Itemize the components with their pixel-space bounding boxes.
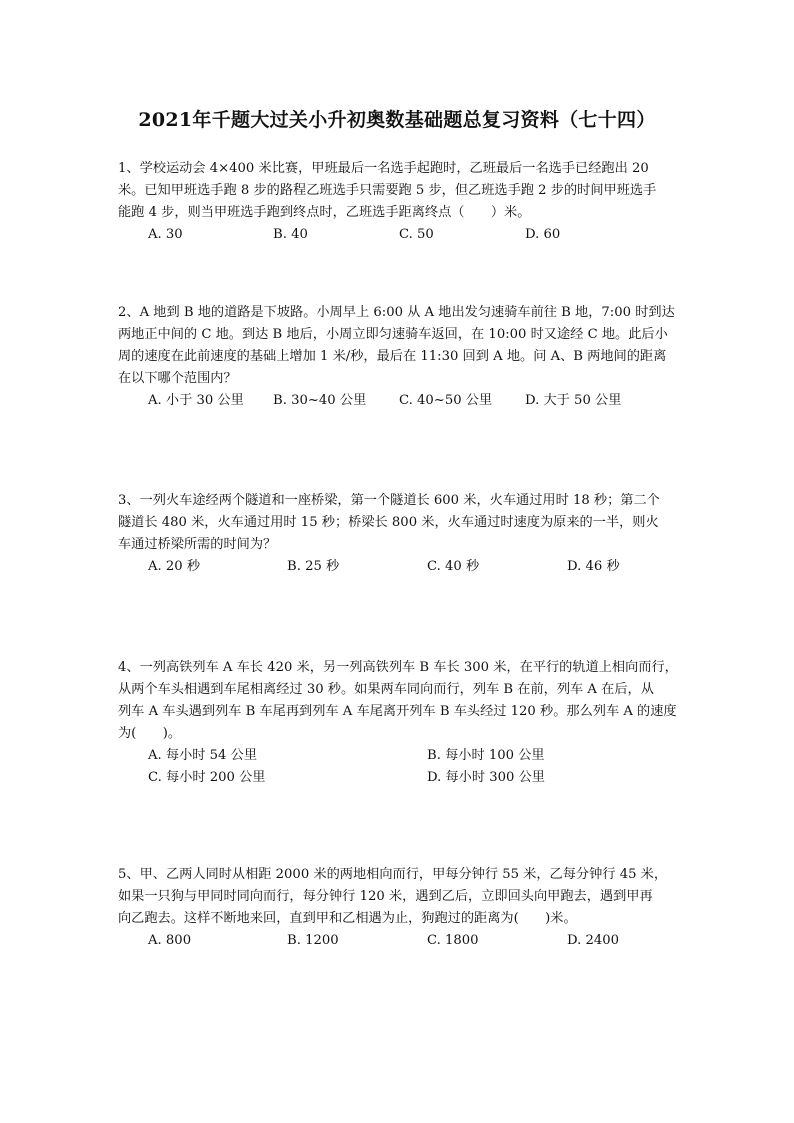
option-d: D. 46 秒 (567, 559, 620, 574)
question-line: 能跑 4 步，则当甲班选手跑到终点时，乙班选手距离终点（ ）米。 (118, 205, 531, 220)
question-line: 向乙跑去。这样不断地来回，直到甲和乙相遇为止，狗跑过的距离为( )米。 (118, 911, 577, 926)
options-row (118, 767, 688, 789)
option-b: B. 25 秒 (287, 559, 340, 574)
option-b: B. 每小时 100 公里 (427, 748, 545, 763)
option-b: B. 40 (273, 227, 308, 242)
question-1 (118, 158, 688, 246)
option-c: C. 1800 (427, 933, 479, 948)
option-c: C. 40 秒 (427, 559, 480, 574)
question-line: 周的速度在此前速度的基础上增加 1 米/秒，最后在 11:30 回到 A 地。问 A、B 两地间的距离 (118, 349, 667, 364)
question-5 (118, 864, 688, 952)
option-d: D. 2400 (567, 933, 620, 948)
option-a: A. 每小时 54 公里 (148, 748, 258, 763)
option-a: A. 小于 30 公里 (148, 393, 244, 408)
option-a: A. 20 秒 (148, 559, 201, 574)
question-line: 隧道长 480 米，火车通过用时 15 秒；桥梁长 800 米，火车通过时速度为原来的一半，则火 (118, 515, 659, 530)
question-line: 1、学校运动会 4×400 米比赛，甲班最后一名选手起跑时，乙班最后一名选手已经跑出 20 (118, 161, 649, 176)
option-c: C. 每小时 200 公里 (148, 770, 266, 785)
question-line: 从两个车头相遇到车尾相离经过 30 秒。如果两车同向而行，列车 B 在前，列车 A 在后，从 (118, 682, 654, 697)
question-line: 在以下哪个范围内？ (118, 371, 237, 386)
question-line: 两地正中间的 C 地。到达 B 地后，小周立即匀速骑车返回，在 10:00 时又途经 C 地。此后小 (118, 327, 668, 342)
option-d: D. 大于 50 公里 (525, 393, 622, 408)
question-line: 5、甲、乙两人同时从相距 2000 米的两地相向而行，甲每分钟行 55 米，乙每分钟行 45 米， (118, 867, 668, 882)
options-row (118, 556, 688, 578)
option-d: D. 每小时 300 公里 (427, 770, 545, 785)
option-b: B. 30~40 公里 (273, 393, 367, 408)
question-line: 4、一列高铁列车 A 车长 420 米，另一列高铁列车 B 车长 300 米，在平行的轨道上相向而行， (118, 660, 678, 675)
option-a: A. 30 (148, 227, 183, 242)
option-d: D. 60 (525, 227, 561, 242)
question-line: 2、A 地到 B 地的道路是下坡路。小周早上 6:00 从 A 地出发匀速骑车前往 B 地，7:00 时到达 (118, 305, 675, 320)
question-line: 3、一列火车途经两个隧道和一座桥梁，第一个隧道长 600 米，火车通过用时 18 秒；第二个 (118, 493, 660, 508)
option-c: C. 40~50 公里 (399, 393, 493, 408)
question-line: 列车 A 车头遇到列车 B 车尾再到列车 A 车尾离开列车 B 车头经过 120 秒。那么列车 A 的速度 (118, 704, 677, 719)
options-row (118, 224, 688, 246)
option-a: A. 800 (148, 933, 192, 948)
question-3 (118, 490, 688, 578)
question-line: 为( )。 (118, 726, 182, 741)
page-title: 2021年千题大过关小升初奥数基础题总复习资料（七十四） (138, 109, 656, 131)
options-row (118, 745, 688, 767)
option-b: B. 1200 (287, 933, 339, 948)
option-c: C. 50 (399, 227, 434, 242)
question-line: 如果一只狗与甲同时同向而行，每分钟行 120 米，遇到乙后，立即回头向甲跑去，遇到甲再 (118, 889, 653, 904)
question-2 (118, 302, 688, 412)
question-line: 车通过桥梁所需的时间为？ (118, 537, 277, 552)
options-row (118, 390, 688, 412)
question-4 (118, 657, 688, 789)
options-row (118, 930, 688, 952)
question-line: 米。已知甲班选手跑 8 步的路程乙班选手只需要跑 5 步，但乙班选手跑 2 步的时间甲班选手 (118, 183, 657, 198)
